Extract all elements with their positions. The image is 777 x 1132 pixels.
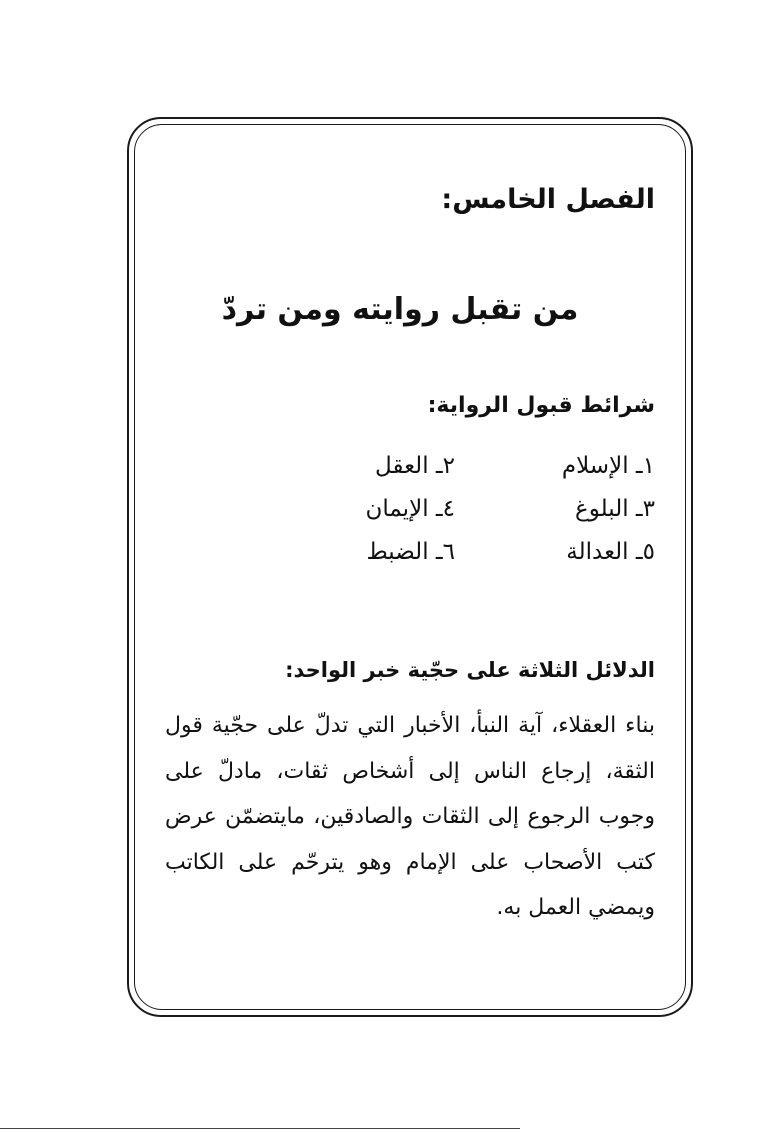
evidence-paragraph: بناء العقلاء، آية النبأ، الأخبار التي تدلّ على حجّية قول الثقة، إرجاع الناس إلى أشخاص ثقات، مادلّ على وجوب الرجوع إلى الثقات والصادقين، مايتضمّن عرض كتب الأصحاب على الإمام وهو يترحّم على الكاتب ويمضي العمل به. [165, 713, 655, 920]
conditions-list [165, 453, 655, 573]
condition-item: ٥ـ العدالة [566, 539, 655, 565]
chapter-title: من تقبل روايته ومن تردّ [221, 292, 579, 327]
condition-item: ٢ـ العقل [375, 453, 455, 479]
page-bottom-rule [0, 1128, 520, 1129]
condition-item: ١ـ الإسلام [561, 453, 655, 479]
condition-item: ٣ـ البلوغ [575, 496, 655, 522]
condition-item: ٦ـ الضبط [366, 539, 455, 565]
evidence-heading: الدلائل الثلاثة على حجّية خبر الواحد: [285, 658, 655, 682]
chapter-heading: الفصل الخامس: [441, 184, 655, 215]
conditions-heading: شرائط قبول الرواية: [427, 393, 655, 418]
condition-item: ٤ـ الإيمان [365, 496, 455, 522]
